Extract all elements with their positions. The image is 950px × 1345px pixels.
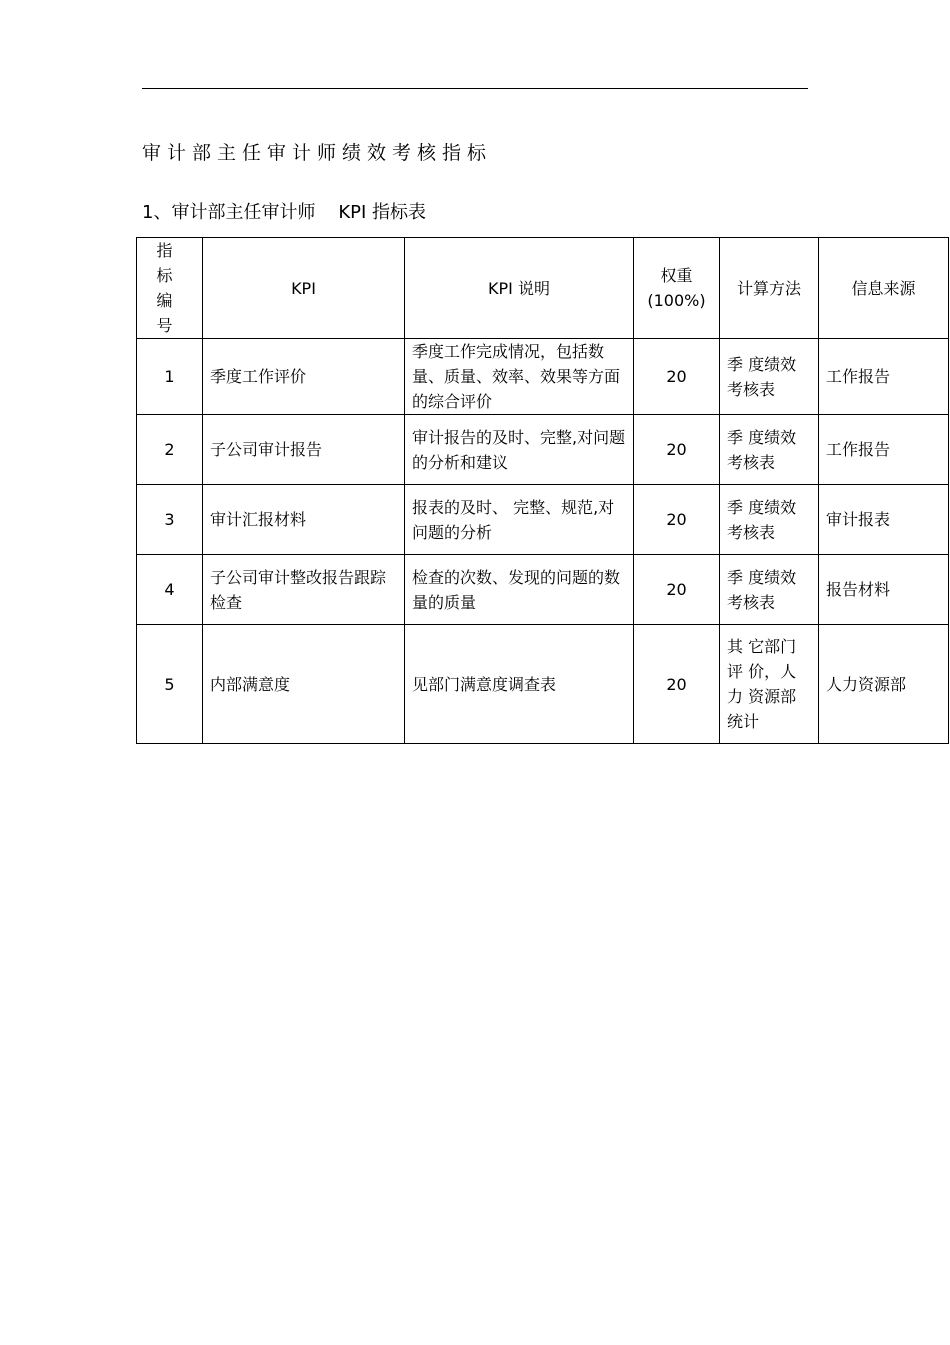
document-title: 审计部主任审计师绩效考核指标 [142,142,493,164]
row-index: 4 [137,555,203,625]
row-index: 5 [137,625,203,744]
row-method: 季 度绩效考核表 [720,555,819,625]
header-rule [142,88,808,89]
row-weight: 20 [634,625,720,744]
row-source: 人力资源部 [819,625,949,744]
header-description: KPI 说明 [405,238,634,339]
row-kpi: 内部满意度 [203,625,405,744]
table-row [137,339,949,415]
row-kpi: 审计汇报材料 [203,485,405,555]
header-kpi: KPI [203,238,405,339]
header-weight: 权重 (100%) [634,238,720,339]
header-method: 计算方法 [720,238,819,339]
row-source: 审计报表 [819,485,949,555]
row-index: 1 [137,339,203,415]
table-row [137,415,949,485]
table-row [137,485,949,555]
row-index: 3 [137,485,203,555]
row-description: 报表的及时、 完整、规范,对问题的分析 [405,485,634,555]
section-title: 1、审计部主任审计师 KPI 指标表 [142,202,427,223]
table-row [137,625,949,744]
header-source: 信息来源 [819,238,949,339]
row-source: 工作报告 [819,415,949,485]
row-description: 见部门满意度调查表 [405,625,634,744]
row-weight: 20 [634,555,720,625]
row-weight: 20 [634,339,720,415]
row-source: 报告材料 [819,555,949,625]
row-source: 工作报告 [819,339,949,415]
row-index: 2 [137,415,203,485]
row-weight: 20 [634,485,720,555]
row-kpi: 子公司审计报告 [203,415,405,485]
header-index: 指 标 编 号 [137,238,203,339]
table-header-row [137,238,949,339]
row-description: 季度工作完成情况，包括数量、质量、效率、效果等方面的综合评价 [405,339,634,415]
row-method: 季 度绩效考核表 [720,339,819,415]
row-kpi: 季度工作评价 [203,339,405,415]
kpi-table [136,237,949,744]
row-description: 审计报告的及时、完整,对问题的分析和建议 [405,415,634,485]
table-row [137,555,949,625]
row-method: 其 它部门评 价，人力 资源部统计 [720,625,819,744]
row-description: 检查的次数、发现的问题的数量的质量 [405,555,634,625]
row-method: 季 度绩效考核表 [720,415,819,485]
row-method: 季 度绩效考核表 [720,485,819,555]
row-weight: 20 [634,415,720,485]
row-kpi: 子公司审计整改报告跟踪检查 [203,555,405,625]
